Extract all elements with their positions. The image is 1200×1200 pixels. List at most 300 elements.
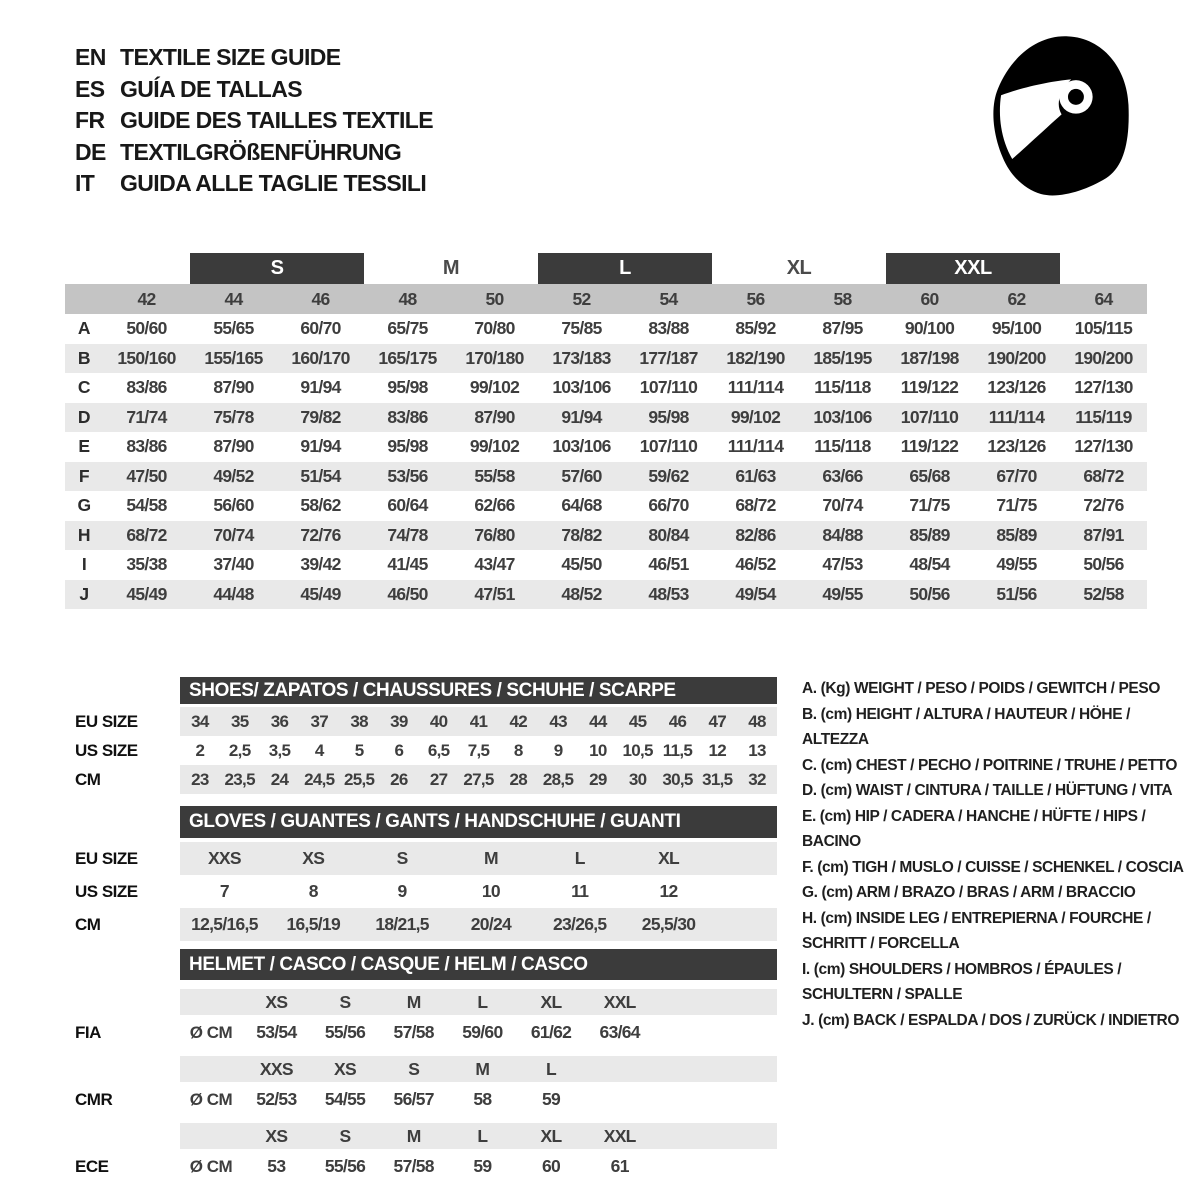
row-values: [103, 580, 1147, 610]
legend-item: [802, 804, 1184, 855]
shoe-eu-size: 36: [270, 711, 289, 731]
legend-text: ARM / BRAZO / BRAS / ARM / BRACCIO: [855, 884, 1136, 901]
shoe-us-size: 8: [513, 740, 523, 760]
glove-eu-size: XL: [658, 848, 680, 868]
legend-unit: (cm): [818, 1011, 850, 1029]
row-values: [103, 344, 1147, 374]
legend-key: C.: [802, 756, 817, 774]
helmet-value-row: [65, 1015, 780, 1050]
diameter-cm-label: Ø CM: [189, 1022, 233, 1042]
measurement-cell: 45/50: [561, 554, 602, 575]
measurement-cell: 68/72: [1083, 465, 1124, 486]
legend-item: [802, 957, 1184, 1008]
legend-unit: (cm): [820, 756, 852, 774]
helmet-size-header-row: [65, 1123, 780, 1149]
helmet-cm-value: 56/57: [393, 1089, 434, 1109]
glove-us-size: 7: [219, 881, 229, 901]
measurement-cell: 49/55: [822, 583, 863, 604]
measurement-cell: 91/94: [300, 377, 341, 398]
numeric-size-header: 60: [920, 288, 939, 309]
us-size-label: US SIZE: [75, 881, 138, 901]
helmet-cm-value: 52/53: [256, 1089, 297, 1109]
size-group-area: [103, 253, 1147, 284]
measurement-cell: 37/40: [213, 554, 254, 575]
language-code: EN: [75, 44, 106, 71]
diameter-cm-label: Ø CM: [189, 1156, 233, 1176]
measurement-cell: 44/48: [213, 583, 254, 604]
shoe-cm-value: 28,5: [542, 769, 574, 789]
measurement-cell: 50/56: [909, 583, 950, 604]
helmet-standard-group: [65, 989, 780, 1050]
measurement-cell: 107/110: [900, 406, 959, 427]
glove-us-size: 11: [571, 881, 589, 901]
helmet-size-header: XL: [540, 1125, 562, 1146]
language-row: [75, 137, 433, 169]
racing-helmet-icon-svg: [980, 30, 1140, 202]
measurement-cell: 76/80: [474, 524, 515, 545]
measurement-cell: 103/106: [552, 436, 611, 457]
shoe-us-size: 6,5: [427, 740, 450, 760]
measurement-cell: 60/64: [387, 495, 428, 516]
shoe-cm-value: 31,5: [702, 769, 733, 789]
shoe-cm-value: 27: [429, 769, 448, 789]
measurement-cell: 187/198: [900, 347, 959, 368]
shoe-us-size: 6: [394, 740, 404, 760]
measurement-cell: 53/56: [387, 465, 428, 486]
legend-unit: (cm): [820, 909, 852, 927]
apparel-size-table: [65, 253, 1147, 609]
shoe-eu-size: 45: [628, 711, 647, 731]
shoe-cm-value: 28: [509, 769, 528, 789]
legend-text: WEIGHT / PESO / POIDS / GEWITCH / PESO: [853, 680, 1160, 697]
language-code: FR: [75, 107, 105, 134]
shoe-us-size: 13: [748, 740, 766, 760]
size-group-xl: XL: [786, 257, 812, 279]
shoe-eu-size: 39: [390, 711, 408, 731]
measurement-cell: 60/70: [300, 318, 341, 339]
measurement-cell: 87/90: [474, 406, 515, 427]
row-values: [103, 403, 1147, 433]
helmet-size-header: XS: [334, 1058, 356, 1079]
legend-key: I.: [802, 960, 810, 978]
measurement-cell: 65/68: [909, 465, 950, 486]
legend-key: J.: [802, 1011, 815, 1029]
legend-key: A.: [802, 680, 817, 697]
legend-item: [802, 702, 1184, 753]
measurement-cell: 49/54: [735, 583, 776, 604]
guide-title: GUÍA DE TALLAS: [120, 75, 302, 102]
measurement-cell: 75/78: [213, 406, 254, 427]
shoe-eu-size: 44: [589, 711, 607, 731]
measurement-cell: 56/60: [213, 495, 254, 516]
measurement-cell: 45/49: [300, 583, 341, 604]
size-group-header-row: [65, 253, 1147, 284]
shoe-eu-size: 42: [509, 711, 528, 731]
helmet-size-header: XS: [265, 1125, 288, 1146]
measurement-cell: 123/126: [987, 436, 1046, 457]
helmet-cm-value: 53: [267, 1156, 286, 1176]
gloves-cm-row: [65, 908, 780, 941]
helmet-size-header: S: [339, 1125, 351, 1146]
measurement-cell: 62/66: [474, 495, 515, 516]
measurement-cell: 79/82: [300, 406, 341, 427]
measurement-cell: 78/82: [561, 524, 602, 545]
shoe-cm-value: 32: [748, 769, 766, 789]
shoes-eu-row: [65, 707, 780, 736]
measurement-cell: 90/100: [904, 318, 955, 339]
shoe-us-size: 12: [708, 740, 727, 760]
measurement-cell: 50/56: [1083, 554, 1124, 575]
measurement-cell: 127/130: [1074, 436, 1133, 457]
shoe-us-size: 9: [553, 740, 563, 760]
shoe-us-size: 3,5: [268, 740, 291, 760]
measurement-cell: 83/86: [126, 436, 167, 457]
measurement-rows: [65, 314, 1147, 609]
helmet-size-header: S: [339, 991, 351, 1012]
eu-size-label: EU SIZE: [75, 848, 138, 868]
shoes-cm-row: [65, 765, 780, 794]
measurement-cell: 105/115: [1074, 318, 1133, 339]
shoe-cm-value: 24: [270, 769, 289, 789]
measurement-cell: 91/94: [561, 406, 602, 427]
shoe-cm-value: 30: [628, 769, 647, 789]
measurement-cell: 119/122: [900, 436, 959, 457]
shoe-us-size: 2: [195, 740, 205, 760]
measurement-cell: 85/92: [735, 318, 776, 339]
measurement-cell: 160/170: [291, 347, 350, 368]
cm-label: CM: [75, 914, 101, 934]
measurement-cell: 190/200: [987, 347, 1046, 368]
measurement-cell: 65/75: [387, 318, 428, 339]
row-label: J: [79, 583, 89, 604]
measurement-cell: 182/190: [726, 347, 785, 368]
language-code: ES: [75, 75, 105, 102]
measurement-cell: 48/54: [909, 554, 950, 575]
shoe-us-size: 11,5: [662, 740, 693, 760]
measurement-cell: 99/102: [469, 436, 520, 457]
helmet-standard-label: ECE: [75, 1156, 109, 1176]
gloves-title-bar: GLOVES / GUANTES / GANTS / HANDSCHUHE / GUANTI: [180, 806, 777, 838]
helmet-title-row: [65, 949, 780, 980]
measurement-cell: 83/88: [648, 318, 689, 339]
helmet-cm-value: 57/58: [393, 1022, 434, 1042]
helmet-cm-value: 61/62: [530, 1022, 572, 1042]
legend-item: [802, 1008, 1184, 1034]
measurement-cell: 85/89: [996, 524, 1037, 545]
measurement-cell: 52/58: [1083, 583, 1124, 604]
helmet-cm-value: 59/60: [462, 1022, 503, 1042]
glove-cm-value: 18/21,5: [375, 914, 429, 934]
legend-text: WAIST / CINTURA / TAILLE / HÜFTUNG / VITA: [855, 782, 1173, 799]
helmet-cm-value: 59: [541, 1089, 561, 1109]
measurement-cell: 127/130: [1074, 377, 1133, 398]
row-label: A: [77, 318, 91, 339]
size-group-spacer: [65, 253, 103, 284]
measurement-cell: 155/165: [204, 347, 263, 368]
measurement-cell: 49/55: [996, 554, 1037, 575]
measurement-row: [65, 521, 1147, 551]
gloves-size-table: [65, 806, 780, 941]
numeric-size-header: 62: [1007, 288, 1026, 309]
measurement-cell: 57/60: [561, 465, 602, 486]
helmet-size-header: XL: [540, 991, 562, 1012]
legend-key: B.: [802, 705, 817, 723]
measurement-cell: 47/50: [126, 465, 167, 486]
legend-text: HEIGHT / ALTURA / HAUTEUR / HÖHE / ALTEZZA: [802, 705, 1130, 748]
helmet-size-header: S: [408, 1058, 420, 1079]
shoe-eu-size: 37: [310, 711, 329, 731]
legend-unit: (cm): [817, 858, 849, 876]
glove-us-size: 9: [397, 881, 407, 901]
measurement-cell: 48/53: [648, 583, 689, 604]
measurement-cell: 87/90: [213, 377, 254, 398]
measurement-cell: 51/56: [996, 583, 1037, 604]
legend-key: G.: [802, 884, 818, 901]
measurement-row: [65, 432, 1147, 462]
helmet-cm-value: 55/56: [324, 1022, 366, 1042]
shoe-eu-size: 41: [469, 711, 488, 731]
helmet-size-header: M: [406, 1125, 421, 1146]
numeric-size-header-row: [65, 284, 1147, 314]
numeric-size-header: 48: [398, 288, 417, 309]
shoe-us-size: 10: [589, 740, 607, 760]
measurement-row: [65, 403, 1147, 433]
measurement-cell: 99/102: [469, 377, 520, 398]
numeric-size-headers: [103, 284, 1147, 314]
glove-eu-size: L: [574, 848, 585, 868]
helmet-size-header: [585, 1056, 654, 1082]
measurement-cell: 115/118: [814, 436, 871, 457]
measurement-cell: 51/54: [300, 465, 341, 486]
us-size-label: US SIZE: [75, 740, 138, 760]
glove-eu-size: XXS: [207, 848, 241, 868]
measurement-cell: 58/62: [300, 495, 341, 516]
measurement-cell: 55/65: [213, 318, 254, 339]
row-label: B: [77, 347, 91, 368]
helmet-cm-value: 60: [541, 1156, 561, 1176]
row-label: H: [77, 524, 91, 545]
guide-title: TEXTILE SIZE GUIDE: [120, 44, 341, 71]
language-title-list: [75, 42, 433, 200]
helmet-cm-value: 53/54: [256, 1022, 297, 1042]
measurement-cell: 68/72: [126, 524, 167, 545]
measurement-cell: 87/90: [213, 436, 254, 457]
legend-key: F.: [802, 858, 814, 876]
measurement-cell: 54/58: [126, 495, 167, 516]
guide-title: GUIDE DES TAILLES TEXTILE: [120, 107, 433, 134]
shoe-eu-size: 38: [350, 711, 368, 731]
shoe-eu-size: 40: [429, 711, 448, 731]
numeric-size-header: 58: [833, 288, 852, 309]
measurement-cell: 84/88: [822, 524, 863, 545]
eu-size-label: EU SIZE: [75, 711, 138, 731]
language-row: [75, 105, 433, 137]
glove-eu-size: XS: [302, 848, 325, 868]
legend-text: SHOULDERS / HOMBROS / ÉPAULES / SCHULTERN / SPALLE: [802, 960, 1122, 1003]
measurement-cell: 82/86: [735, 524, 776, 545]
diameter-cm-label: Ø CM: [189, 1089, 233, 1109]
helmet-cm-value: 59: [473, 1156, 492, 1176]
helmet-cm-value: 54/55: [324, 1089, 366, 1109]
shoe-us-size: 5: [354, 740, 364, 760]
measurement-cell: 71/75: [909, 495, 950, 516]
measurement-cell: 70/74: [213, 524, 254, 545]
measurement-cell: 111/114: [727, 377, 784, 398]
size-group-xxl: XXL: [886, 253, 1060, 284]
measurement-row: [65, 314, 1147, 344]
shoe-cm-value: 27,5: [463, 769, 494, 789]
measurement-cell: 170/180: [465, 347, 524, 368]
glove-eu-size: M: [483, 848, 498, 868]
helmet-cm-value: 61: [610, 1156, 629, 1176]
measurement-cell: 47/51: [474, 583, 515, 604]
legend-item: [802, 778, 1184, 804]
legend-item: [802, 753, 1184, 779]
legend-item: [802, 906, 1184, 957]
measurement-cell: 43/47: [474, 554, 515, 575]
measurement-cell: 66/70: [648, 495, 689, 516]
legend-key: E.: [802, 807, 816, 825]
measurement-row: [65, 580, 1147, 610]
helmet-size-header: L: [477, 991, 488, 1012]
measurement-cell: 111/114: [988, 406, 1045, 427]
helmet-size-header: M: [475, 1058, 490, 1079]
shoe-eu-size: 48: [748, 711, 766, 731]
helmet-standard-group: [65, 1123, 780, 1184]
shoes-title-bar: SHOES/ ZAPATOS / CHAUSSURES / SCHUHE / SCARPE: [180, 677, 777, 704]
shoe-cm-value: 26: [390, 769, 408, 789]
measurement-cell: 46/51: [648, 554, 689, 575]
measurement-cell: 50/60: [126, 318, 167, 339]
size-group-m: M: [442, 257, 460, 279]
row-label: I: [81, 554, 87, 575]
shoes-us-row: [65, 736, 780, 765]
row-label: G: [77, 495, 91, 516]
glove-cm-value: 12,5/16,5: [191, 914, 258, 934]
glove-cm-value: 20/24: [470, 914, 512, 934]
measurement-cell: 64/68: [561, 495, 602, 516]
measurement-cell: 49/52: [213, 465, 254, 486]
measurement-cell: 83/86: [387, 406, 428, 427]
legend-text: CHEST / PECHO / POITRINE / TRUHE / PETTO: [855, 756, 1177, 774]
size-group-l: L: [538, 253, 712, 284]
language-row: [75, 74, 433, 106]
helmet-cm-value: [585, 1082, 654, 1117]
legend-text: TIGH / MUSLO / CUISSE / SCHENKEL / COSCIA: [852, 858, 1184, 876]
measurement-row: [65, 373, 1147, 403]
measurement-cell: 39/42: [300, 554, 341, 575]
shoe-cm-value: 25,5: [343, 769, 375, 789]
helmet-size-header: XXL: [603, 1125, 636, 1146]
helmet-cm-value: 55/56: [324, 1156, 366, 1176]
glove-cm-value: 25,5/30: [641, 914, 696, 934]
row-values: [103, 550, 1147, 580]
gloves-eu-row: [65, 842, 780, 875]
legend-item: [802, 676, 1184, 702]
glove-cm-value: 16,5/19: [286, 914, 340, 934]
helmet-cm-value: 57/58: [393, 1156, 434, 1176]
measurement-cell: 68/72: [735, 495, 776, 516]
guide-title: TEXTILGRÖßENFÜHRUNG: [120, 138, 402, 165]
measurement-cell: 72/76: [1083, 495, 1124, 516]
language-code: IT: [75, 170, 95, 197]
shoe-eu-size: 47: [708, 711, 727, 731]
measurement-cell: 87/95: [822, 318, 863, 339]
measurement-cell: 107/110: [639, 436, 698, 457]
measurement-cell: 115/118: [814, 377, 871, 398]
row-values: [103, 373, 1147, 403]
measurement-cell: 45/49: [126, 583, 167, 604]
racing-helmet-icon: [980, 30, 1140, 202]
helmet-standard-label: CMR: [75, 1089, 113, 1109]
measurement-cell: 55/58: [474, 465, 515, 486]
language-row: [75, 168, 433, 200]
helmet-size-header: L: [477, 1125, 488, 1146]
helmet-value-row: [65, 1149, 780, 1184]
measurement-cell: 41/45: [387, 554, 428, 575]
numeric-size-header: 52: [572, 288, 591, 309]
legend-unit: (cm): [821, 884, 853, 901]
shoe-cm-value: 29: [589, 769, 607, 789]
measurement-cell: 67/70: [996, 465, 1037, 486]
helmet-size-header-row: [65, 1056, 780, 1082]
helmet-size-header-row: [65, 989, 780, 1015]
measurement-cell: 72/76: [300, 524, 341, 545]
helmet-size-header: XS: [265, 991, 288, 1012]
row-label: D: [77, 406, 91, 427]
measurement-cell: 177/187: [639, 347, 698, 368]
legend-unit: (cm): [820, 782, 852, 799]
measurement-cell: 111/114: [727, 436, 784, 457]
legend-item: [802, 880, 1184, 906]
measurement-cell: 103/106: [813, 406, 872, 427]
shoe-cm-value: 30,5: [662, 769, 693, 789]
measurement-cell: 185/195: [813, 347, 872, 368]
measurement-cell: 95/100: [991, 318, 1042, 339]
gloves-us-row: [65, 875, 780, 908]
measurement-cell: 99/102: [730, 406, 781, 427]
measurement-cell: 150/160: [117, 347, 176, 368]
measurement-cell: 47/53: [822, 554, 863, 575]
shoe-us-size: 7,5: [467, 740, 490, 760]
helmet-size-table: [65, 949, 780, 1190]
measurement-cell: 75/85: [561, 318, 602, 339]
language-row: [75, 42, 433, 74]
row-label: F: [78, 465, 90, 486]
shoe-cm-value: 24,5: [304, 769, 335, 789]
shoe-cm-value: 23,5: [224, 769, 255, 789]
measurement-row: [65, 462, 1147, 492]
measurement-row: [65, 491, 1147, 521]
glove-us-size: 8: [308, 881, 318, 901]
helmet-standard-group: [65, 1056, 780, 1117]
helmet-size-header: M: [406, 991, 421, 1012]
glove-eu-size: S: [396, 848, 408, 868]
row-values: [103, 521, 1147, 551]
shoe-eu-size: 35: [230, 711, 249, 731]
measurement-row: [65, 550, 1147, 580]
row-values: [103, 462, 1147, 492]
measurement-cell: 61/63: [735, 465, 776, 486]
guide-title: GUIDA ALLE TAGLIE TESSILI: [120, 170, 427, 197]
numeric-size-header: 54: [659, 288, 678, 309]
measurement-row: [65, 344, 1147, 374]
helmet-cm-value: 63/64: [599, 1022, 640, 1042]
glove-us-size: 12: [659, 881, 678, 901]
measurement-cell: 107/110: [639, 377, 698, 398]
legend-key: H.: [802, 909, 817, 927]
measurement-cell: 80/84: [648, 524, 689, 545]
